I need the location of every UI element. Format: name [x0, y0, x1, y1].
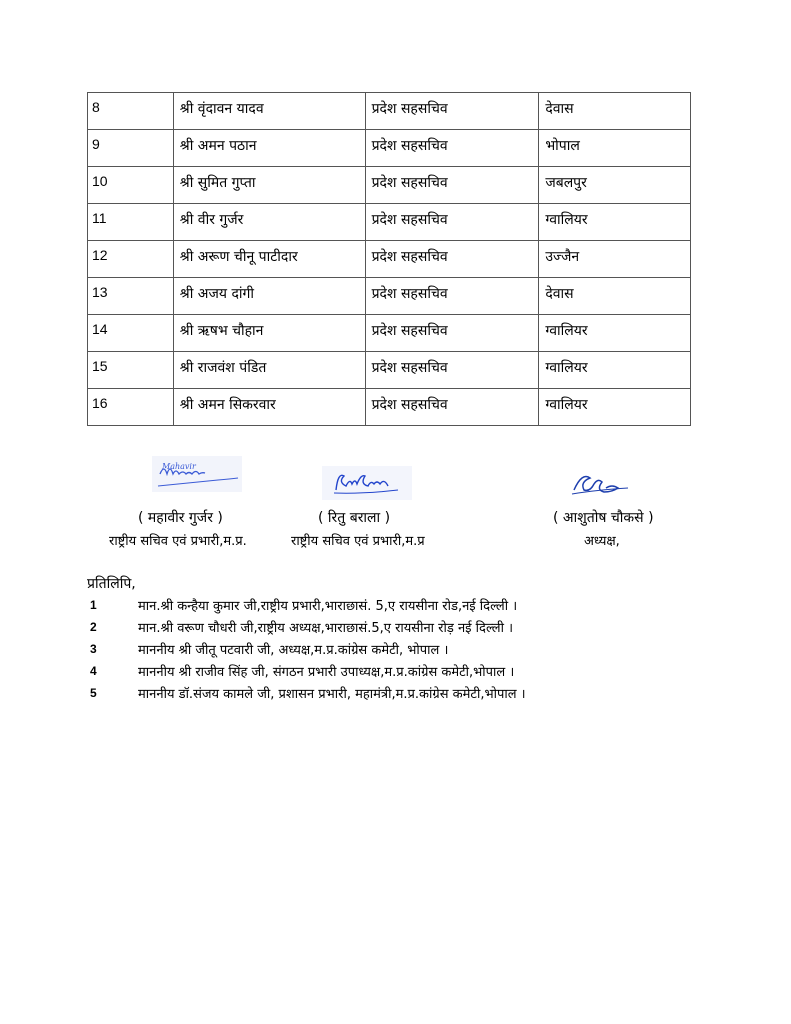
designation-cell: प्रदेश सहसचिव: [365, 167, 539, 204]
city-cell: ग्वालियर: [539, 352, 691, 389]
list-item: [87, 662, 727, 684]
name-cell: श्री वृंदावन यादव: [173, 93, 365, 130]
designation-cell: प्रदेश सहसचिव: [365, 278, 539, 315]
designation-cell: प्रदेश सहसचिव: [365, 241, 539, 278]
table-row: [88, 130, 691, 167]
city-cell: ग्वालियर: [539, 315, 691, 352]
city-cell: ग्वालियर: [539, 204, 691, 241]
table-row: [88, 167, 691, 204]
list-item-text: मान.श्री कन्हैया कुमार जी,राष्ट्रीय प्रभारी,भाराछासं. 5,ए रायसीना रोड,नई दिल्ली ।: [138, 599, 518, 614]
designation-cell: प्रदेश सहसचिव: [365, 315, 539, 352]
name-cell: श्री अजय दांगी: [173, 278, 365, 315]
serial-number-cell: 16: [88, 389, 174, 426]
name-cell: श्री वीर गुर्जर: [173, 204, 365, 241]
designation-cell: प्रदेश सहसचिव: [365, 130, 539, 167]
list-item-number: 4: [90, 664, 97, 678]
list-item-text: मान.श्री वरूण चौधरी जी,राष्ट्रीय अध्यक्ष,भाराछासं.5,ए रायसीना रोड़ नई दिल्ली ।: [138, 621, 514, 636]
name-cell: श्री अमन सिकरवार: [173, 389, 365, 426]
serial-number-cell: 8: [88, 93, 174, 130]
signature-ritu-image: [322, 462, 414, 504]
list-item: [87, 618, 727, 640]
table-row: [88, 278, 691, 315]
serial-number-cell: 11: [88, 204, 174, 241]
serial-number-cell: 10: [88, 167, 174, 204]
office-bearers-table: [87, 92, 691, 426]
name-cell: श्री ऋषभ चौहान: [173, 315, 365, 352]
city-cell: ग्वालियर: [539, 389, 691, 426]
serial-number-cell: 9: [88, 130, 174, 167]
city-cell: उज्जैन: [539, 241, 691, 278]
city-cell: देवास: [539, 278, 691, 315]
city-cell: जबलपुर: [539, 167, 691, 204]
designation-cell: प्रदेश सहसचिव: [365, 352, 539, 389]
list-item: [87, 684, 727, 706]
office-bearers-table-body: [88, 93, 691, 426]
list-item: [87, 640, 727, 662]
signature-ashutosh-image: [568, 468, 634, 500]
signature-mahavir-lettering: Mahavir: [162, 462, 196, 471]
signatory-2-title: राष्ट्रीय सचिव एवं प्रभारी,म.प्र: [291, 534, 425, 549]
city-cell: देवास: [539, 93, 691, 130]
designation-cell: प्रदेश सहसचिव: [365, 204, 539, 241]
name-cell: श्री अरूण चीनू पाटीदार: [173, 241, 365, 278]
city-cell: भोपाल: [539, 130, 691, 167]
serial-number-cell: 14: [88, 315, 174, 352]
list-item-number: 3: [90, 642, 97, 656]
signatory-3-title: अध्यक्ष,: [584, 534, 620, 549]
signatory-3-name: ( आशुतोष चौकसे ): [553, 510, 654, 526]
table-row: [88, 315, 691, 352]
list-item-text: माननीय श्री जीतू पटवारी जी, अध्यक्ष,म.प्र.कांग्रेस कमेटी, भोपाल ।: [138, 643, 449, 658]
serial-number-cell: 13: [88, 278, 174, 315]
signature-mahavir-image: [150, 452, 245, 496]
table-row: [88, 204, 691, 241]
signatory-1-name: ( महावीर गुर्जर ): [138, 510, 223, 526]
designation-cell: प्रदेश सहसचिव: [365, 389, 539, 426]
serial-number-cell: 12: [88, 241, 174, 278]
list-item-number: 5: [90, 686, 97, 700]
table-row: [88, 352, 691, 389]
name-cell: श्री राजवंश पंडित: [173, 352, 365, 389]
table-row: [88, 93, 691, 130]
serial-number-cell: 15: [88, 352, 174, 389]
name-cell: श्री सुमित गुप्ता: [173, 167, 365, 204]
copy-to-heading: प्रतिलिपि,: [87, 576, 136, 592]
signatory-2-name: ( रितु बराला ): [318, 510, 391, 526]
designation-cell: प्रदेश सहसचिव: [365, 93, 539, 130]
list-item-text: माननीय श्री राजीव सिंह जी, संगठन प्रभारी उपाध्यक्ष,म.प्र.कांग्रेस कमेटी,भोपाल ।: [138, 665, 515, 680]
list-item: [87, 596, 727, 618]
signatory-1-title: राष्ट्रीय सचिव एवं प्रभारी,म.प्र.: [109, 534, 247, 549]
list-item-number: 2: [90, 620, 97, 634]
table-row: [88, 389, 691, 426]
list-item-number: 1: [90, 598, 97, 612]
table-row: [88, 241, 691, 278]
name-cell: श्री अमन पठान: [173, 130, 365, 167]
copy-to-list: [87, 596, 727, 706]
list-item-text: माननीय डॉ.संजय कामले जी, प्रशासन प्रभारी, महामंत्री,म.प्र.कांग्रेस कमेटी,भोपाल ।: [138, 687, 526, 702]
